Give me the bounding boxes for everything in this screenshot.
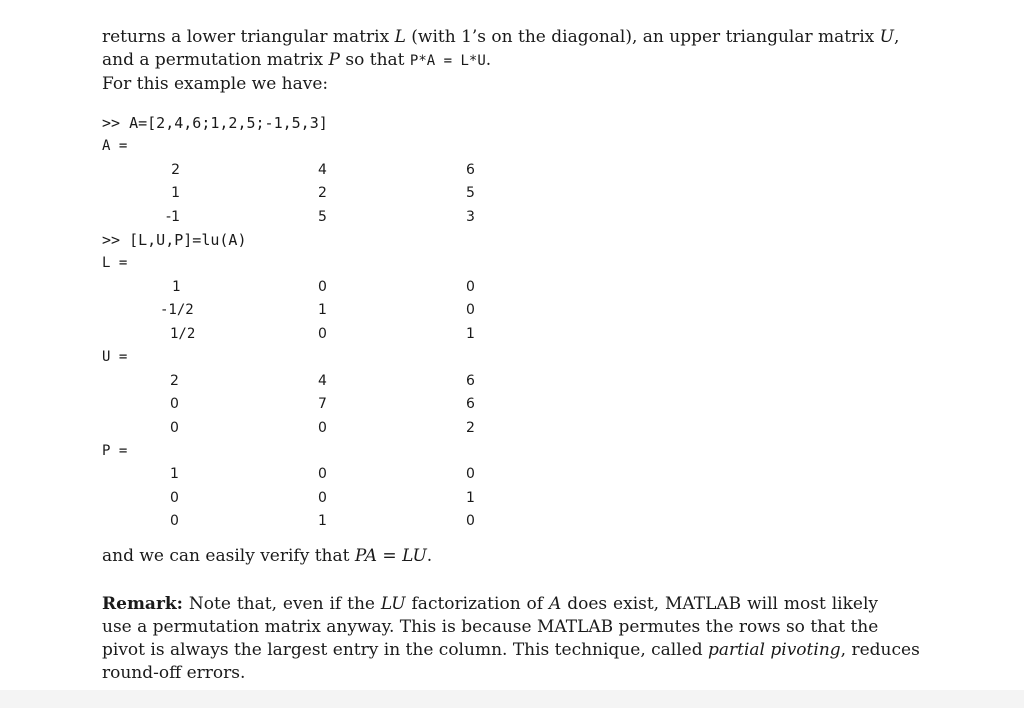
command-define-A: >> A=[2,4,6;1,2,5;-1,5,3] <box>102 114 328 132</box>
matrix-A-cell: 5 <box>466 185 475 201</box>
matrix-U-cell: 2 <box>466 420 475 436</box>
matrix-P-cell: 1 <box>318 513 327 529</box>
matrix-U-cell: 0 <box>170 396 179 412</box>
matrix-L-cell: 1 <box>172 279 181 295</box>
matrix-P-cell: 0 <box>466 466 475 482</box>
label-U: U = <box>102 349 128 365</box>
matrix-U-cell: 2 <box>170 373 179 389</box>
matrix-A-cell: 2 <box>318 185 327 201</box>
remark-line-2: use a permutation matrix anyway. This is because MATLAB permutes the rows so that the <box>102 617 879 637</box>
matrix-P-cell: 0 <box>170 490 179 506</box>
matrix-A-cell: 5 <box>318 209 327 225</box>
label-A: A = <box>102 138 128 154</box>
partial-pivoting-term: partial pivoting <box>708 640 841 660</box>
matrix-P-cell: 1 <box>466 490 475 506</box>
intro-line-1: returns a lower triangular matrix L (with 1’s on the diagonal), an upper triangular matrix U, <box>102 27 900 47</box>
matrix-A-cell: 1 <box>171 185 180 201</box>
remark-label: Remark: <box>102 594 183 614</box>
matrix-L-cell: 0 <box>466 302 475 318</box>
matrix-U-cell: 7 <box>318 396 327 412</box>
intro-paragraph <box>102 26 900 96</box>
matrix-U-cell: 6 <box>466 373 475 389</box>
matrix-P-cell: 1 <box>170 466 179 482</box>
matrix-U-cell: 6 <box>466 396 475 412</box>
verify-sentence: and we can easily verify that PA = LU. <box>102 546 433 566</box>
intro-line-2: and a permutation matrix P so that P*A = L*U. <box>102 50 492 70</box>
matrix-L-cell: 0 <box>318 279 327 295</box>
matrix-U-cell: 0 <box>318 420 327 436</box>
matrix-P-cell: 0 <box>170 513 179 529</box>
matrix-L-cell: 1 <box>318 302 327 318</box>
matrix-L-cell: 0 <box>466 279 475 295</box>
matrix-A-cell: -1 <box>166 209 180 225</box>
remark-line-1: Remark: Note that, even if the LU factorization of A does exist, MATLAB will most likely <box>102 594 878 614</box>
matrix-U-cell: 0 <box>170 420 179 436</box>
remark-line-3: pivot is always the largest entry in the column. This technique, called partial pivoting, reduces <box>102 640 920 660</box>
verify-equation: PA = LU <box>354 546 427 566</box>
matrix-A-cell: 2 <box>171 162 180 178</box>
label-L: L = <box>102 255 128 271</box>
matrix-P-cell: 0 <box>318 490 327 506</box>
matrix-L-cell: 1 <box>466 326 475 342</box>
matrix-A-cell: 6 <box>466 162 475 178</box>
remark-paragraph <box>102 593 920 685</box>
matrix-L-cell: -1/2 <box>160 302 194 318</box>
matrix-A-cell: 3 <box>466 209 475 225</box>
matrix-A-cell: 4 <box>318 162 327 178</box>
page-bottom-bar <box>0 690 1024 708</box>
remark-line-4: round-off errors. <box>102 663 246 683</box>
command-lu: >> [L,U,P]=lu(A) <box>102 231 247 249</box>
matrix-U-cell: 4 <box>318 373 327 389</box>
matrix-P-cell: 0 <box>466 513 475 529</box>
label-P: P = <box>102 443 128 459</box>
matrix-L-cell: 0 <box>318 326 327 342</box>
intro-line-3: For this example we have: <box>102 74 329 94</box>
matrix-P-cell: 0 <box>318 466 327 482</box>
matrix-L-cell: 1/2 <box>170 326 196 342</box>
